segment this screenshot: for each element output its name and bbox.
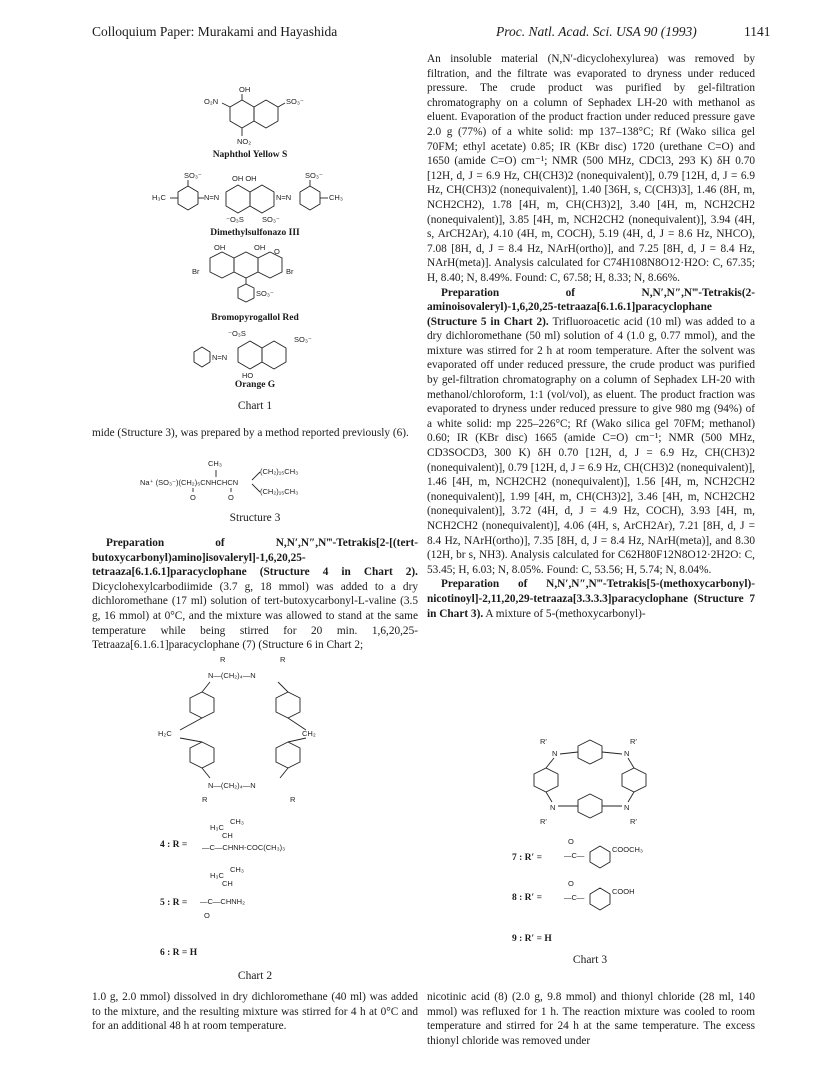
svg-text:CH₃: CH₃ [230, 817, 244, 826]
prep-7-title: Preparation of N,N′,N″,N‴-Tetrakis[5-(methoxycarbonyl)-nicotinoyl]-2,11,20,29-tetraaza[3.3.3.3]paracyclophane (Structure 7 in Chart 3). [427, 578, 755, 620]
chart-3-caption: Chart 3 [572, 954, 608, 966]
svg-text:H₃C: H₃C [210, 823, 224, 832]
svg-text:R: R [290, 795, 296, 804]
svg-text:N—(CH₂)₄—N: N—(CH₂)₄—N [208, 781, 256, 790]
svg-text:CH₂: CH₂ [302, 729, 316, 738]
prep-5-title: Preparation of N,N′,N″,N‴-Tetrakis(2-aminoisovaleryl)-1,6,20,25-tetraaza[6.1.6.1]paracyclophane (Structure 5 in Chart 2). [427, 286, 755, 328]
chart-3-r8-label: 8 : R′ = [512, 893, 542, 903]
svg-text:CH: CH [222, 831, 233, 840]
svg-text:CH₃: CH₃ [329, 193, 343, 202]
svg-text:SO₃⁻: SO₃⁻ [256, 289, 274, 298]
svg-text:OH: OH [254, 243, 266, 252]
structure-3 [140, 458, 390, 508]
svg-text:OH OH: OH OH [232, 174, 257, 183]
svg-text:O₂N: O₂N [204, 97, 219, 106]
naphthol-yellow-label: Naphthol Yellow S [212, 150, 288, 160]
svg-text:O: O [568, 879, 574, 888]
right-paragraph-3 [427, 577, 755, 621]
svg-text:N: N [624, 749, 630, 758]
svg-text:—C—CHNH₂: —C—CHNH₂ [200, 897, 245, 906]
running-head: Colloquium Paper: Murakami and Hayashida [92, 24, 338, 39]
chart-2-r6-label: 6 : R = H [160, 948, 198, 958]
svg-text:⁻O₃S: ⁻O₃S [228, 329, 246, 338]
svg-text:O: O [274, 247, 280, 256]
svg-text:SO₃⁻: SO₃⁻ [184, 171, 202, 180]
svg-text:Na⁺ (SO₃⁻)(CH₂)₅CNHCHCN: Na⁺ (SO₃⁻)(CH₂)₅CNHCHCN [140, 478, 239, 487]
svg-text:N: N [624, 803, 630, 812]
svg-text:SO₃⁻: SO₃⁻ [286, 97, 304, 106]
journal-citation: Proc. Natl. Acad. Sci. USA 90 (1993) [496, 24, 697, 39]
svg-text:O: O [228, 493, 234, 502]
svg-text:N—(CH₂)₄—N: N—(CH₂)₄—N [208, 671, 256, 680]
svg-text:NO₂: NO₂ [237, 137, 252, 146]
prep-5-body: Trifluoroacetic acid (10 ml) was added to a dry dichloromethane (50 ml) solution of 4 (1.0 g, 0.77 mmol), and the mixture was stirred for 2 h at room temperature. After the solvent was evaporated off under reduced pressure, the crude product was purified by gel-filtration chromatography on a column of Sephadex LH-20 with methanol/chloroform, 1:1 (vol/vol), as eluent. The product fraction was evaporated to dryness under reduced pressure to give 980 mg (94%) of a white solid: mp 225–226°C; Rf (Wako silica gel 70FM; methanol) 0.60; IR (KBr disc) 1665 (amide C=O) cm⁻¹; NMR (500 MHz, CD3SOCD3, 300 K) δH 0.70 [12H, d, J = 6.9 Hz, CH(CH3)2 (nonequivalent)], 0.79 [12H, d, J = 6.9 Hz, CH(CH3)2 (nonequivalent)], 1.46 [4H, m, NCH2CH2 (nonequivalent)], 1.56 [4H, m, NCH2CH2 (nonequivalent)], 1.99 [4H, m, CH(CH3)2], 3.46 [4H, m, NCH2CH2 (nonequivalent)], 3.72 (4H, d, J = 4.9 Hz, COCH), 3.93 [4H, m, NCH2CH2 (nonequivalent)], 4.06 (4H, s, ArCH2Ar), 7.21 [8H, d, J = 8.4 Hz, NArH(ortho)], 7.35 [8H, d, J = 8.4 Hz, NArH(meta)], and 8.30 (12H, br s, NH3). Analysis calculated for C62H80F12N8O12·2H2O: C, 53.45; H, 6.03; N, 8.05%. Found: C, 53.56; H, 5.74; N, 8.04%. [427, 315, 755, 576]
orange-g-label: Orange G [234, 380, 276, 390]
naphthol-yellow-s-structure [204, 85, 304, 152]
svg-text:⁻O₃S: ⁻O₃S [226, 215, 244, 224]
svg-text:Br: Br [286, 267, 294, 276]
prep-4-title: Preparation of N,N′,N″,N‴-Tetrakis[2-[(tert-butoxycarbonyl)amino]isovaleryl]-1,6,20,25-tetraaza[6.1.6.1]paracyclophane (Structure 4 in Chart 2). [92, 537, 418, 579]
chart-2-r4-label: 4 : R = [160, 840, 188, 850]
svg-text:COOCH₃: COOCH₃ [612, 845, 643, 854]
svg-text:—C—CHNH-COC(CH₃)₃: —C—CHNH-COC(CH₃)₃ [202, 843, 286, 852]
svg-text:—C—: —C— [564, 851, 585, 860]
prep-7-body: A mixture of 5-(methoxycarbonyl)- [483, 607, 646, 620]
chart-1-caption: Chart 1 [237, 400, 273, 412]
bromopyrogallol-red-structure [190, 244, 320, 314]
svg-text:R: R [220, 655, 226, 664]
structure-3-caption: Structure 3 [229, 512, 281, 524]
right-paragraph-2 [427, 286, 755, 578]
chart-3-r9-label: 9 : R′ = H [512, 934, 552, 944]
svg-text:CH₃: CH₃ [230, 865, 244, 874]
right-paragraph-1: An insoluble material (N,N′-dicyclohexylurea) was removed by filtration, and the filtrate was evaporated to dryness under reduced pressure. The crude product was purified by gel-filtration chromatography on a column of Sephadex LH-20 with methanol as eluent. Evaporation of the product fraction under reduced pressure gave 2.0 g (77%) of a white solid: mp 137–138°C; Rf (Wako silica gel 70FM; ethyl acetate) 0.85; IR (KBr disc) 1720 (urethane C=O) and 1650 (amide C=O) cm⁻¹; NMR (500 MHz, CDCl3, 293 K) δH 0.70 [12H, d, J = 6.9 Hz, CH(CH3)2 (nonequivalent)], 0.79 [12H, d, J = 6.9 Hz, CH(CH3)2 (nonequivalent)], 1.40 [36H, s, C(CH3)3], 1.46 (8H, m, NCH2CH2), 1.78 [4H, m, CH(CH3)2], 3.40 [4H, m, NCH2CH2 (nonequivalent)], 3.85 [4H, m, NCH2CH2 (nonequivalent)], 3.94 (4H, s, ArCH2Ar), 4.10 (4H, m, COCH), 5.19 (4H, d, J = 8.6 Hz, NHCO), 7.08 [8H, d, J = 8.4 Hz, NArH(ortho)], and 7.25 [8H, d, J = 8.4 Hz, NArH(meta)]. Analysis calculated for C74H108N8O12·H2O: C, 67.35; H, 8.40; N, 8.49%. Found: C, 67.58; H, 8.33; N, 8.66%. [427, 53, 755, 284]
svg-text:COOH: COOH [612, 887, 635, 896]
svg-text:OH: OH [214, 243, 226, 252]
chart-2-r5-label: 5 : R = [160, 898, 188, 908]
svg-text:SO₃⁻: SO₃⁻ [305, 171, 323, 180]
svg-text:R′: R′ [630, 817, 637, 826]
right-paragraph-4: nicotinic acid (8) (2.0 g, 9.8 mmol) and thionyl chloride (28 ml, 140 mmol) was refluxed for 1 h. The reaction mixture was cooled to room temperature and stirred for 24 h at the same temperature. The excess thionyl chloride was removed under [427, 991, 755, 1047]
svg-text:CH: CH [222, 879, 233, 888]
svg-text:H₃C: H₃C [210, 871, 224, 880]
svg-text:R′: R′ [540, 817, 547, 826]
svg-text:O: O [204, 911, 210, 920]
svg-text:(CH₂)₁₅CH₃: (CH₂)₁₅CH₃ [260, 467, 299, 476]
chart-2-structure [150, 655, 370, 858]
svg-text:R′: R′ [540, 737, 547, 746]
svg-text:H₃C: H₃C [152, 193, 166, 202]
svg-text:H₂C: H₂C [158, 729, 172, 738]
svg-text:SO₃⁻: SO₃⁻ [262, 215, 280, 224]
svg-text:SO₃⁻: SO₃⁻ [294, 335, 312, 344]
left-paragraph-1: mide (Structure 3), was prepared by a method reported previously (6). [92, 427, 409, 439]
chart-2-r5-structure [200, 865, 320, 928]
left-paragraph-3: 1.0 g, 2.0 mmol) dissolved in dry dichloromethane (40 ml) was added to the mixture, and the resulting mixture was stirred for 4 h at 0°C and for an additional 48 h at room temperature. [92, 991, 418, 1033]
svg-text:Br: Br [192, 267, 200, 276]
orange-g-structure [190, 328, 320, 378]
svg-text:N: N [552, 749, 558, 758]
svg-text:N=N: N=N [276, 193, 292, 202]
svg-text:R: R [280, 655, 286, 664]
svg-text:CH₃: CH₃ [208, 459, 222, 468]
svg-text:N=N: N=N [212, 353, 228, 362]
left-paragraph-2 [92, 536, 418, 653]
svg-text:R: R [202, 795, 208, 804]
prep-4-body: Dicyclohexylcarbodiimide (3.7 g, 18 mmol) was added to a dry dichloromethane (17 ml) solution of tert-butoxycarbonyl-L-valine (3.5 g, 16 mmol) at 0°C, and the mixture was allowed to stand at the same temperature while being stirred for 20 min. 1,6,20,25-Tetraaza[6.1.6.1]paracyclophane (7) (Structure 6 in Chart 2; [92, 580, 418, 652]
svg-text:O: O [190, 493, 196, 502]
svg-text:(CH₂)₁₅CH₃: (CH₂)₁₅CH₃ [260, 487, 299, 496]
svg-text:OH: OH [239, 85, 251, 94]
svg-text:N=N: N=N [204, 193, 220, 202]
page-number: 1141 [744, 24, 771, 39]
chart-3-r7-label: 7 : R′ = [512, 853, 542, 863]
svg-text:N: N [550, 803, 556, 812]
chart-2-caption: Chart 2 [237, 970, 273, 982]
svg-text:O: O [568, 837, 574, 846]
chart-3-r8-structure [560, 880, 680, 920]
svg-text:HO: HO [242, 371, 254, 380]
dimethylsulfonazo-structure [150, 172, 350, 228]
bromopyrogallol-label: Bromopyrogallol Red [211, 313, 299, 323]
svg-text:R′: R′ [630, 737, 637, 746]
svg-text:—C—: —C— [564, 893, 585, 902]
dimethylsulfonazo-label: Dimethylsulfonazo III [210, 228, 300, 238]
